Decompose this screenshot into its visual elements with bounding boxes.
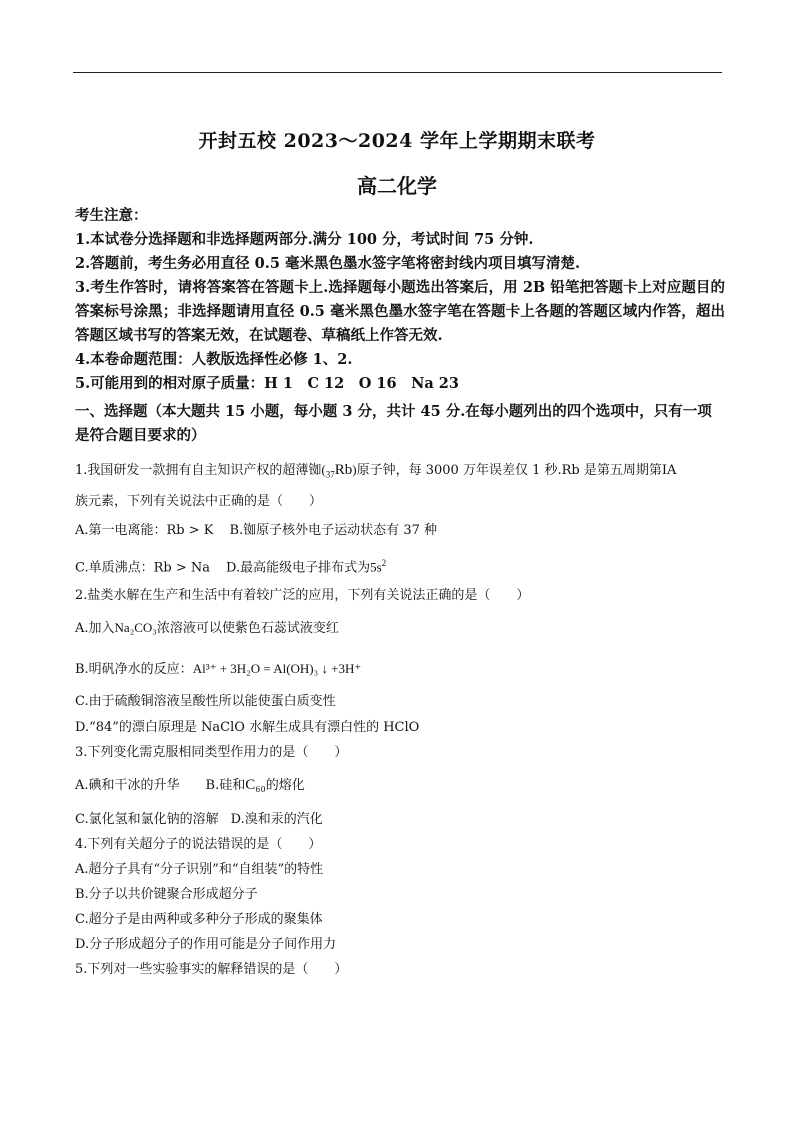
notice-item-3: 3.考生作答时，请将答案答在答题卡上.选择题每小题选出答案后，用 2B 铅笔把答题卡上对应题目的答案标号涂黑；非选择题请用直径 0.5 毫米黑色墨水签字笔在答题卡上各题的答题区域内作答，超出答题区域书写的答案无效，在试题卷、草稿纸上作答无效. bbox=[75, 279, 725, 344]
q1-stem-b: 原子钟，每 3000 万年误差仅 1 秒.Rb 是第五周期第ⅠA bbox=[356, 463, 677, 478]
q2-option-b bbox=[75, 659, 725, 680]
q1-nuclide-z: 37 bbox=[325, 469, 335, 480]
q2-option-a-suffix: 浓溶液可以使紫色石蕊试液变红 bbox=[156, 621, 339, 636]
q1-option-d-config: 5s bbox=[370, 559, 382, 575]
q1-option-b: B.铷原子核外电子运动状态有 37 种 bbox=[229, 523, 437, 538]
notice-item-4: 4.本卷命题范围：人教版选择性必修 1、2. bbox=[75, 351, 353, 368]
q1-options-ab bbox=[75, 521, 725, 541]
q3-stem: 3.下列变化需克服相同类型作用力的是（ ） bbox=[75, 745, 348, 760]
q4-option-a: A.超分子具有“分子识别”和“自组装”的特性 bbox=[75, 862, 324, 877]
q2-stem: 2.盐类水解在生产和生活中有着较广泛的应用，下列有关说法正确的是（ ） bbox=[75, 588, 530, 603]
q1-nuclide: $(_{37}Rb)$ bbox=[321, 462, 357, 480]
q2-option-b-equation: Al³⁺ + 3H₂O = Al(OH)₃ ↓ +3H⁺ bbox=[192, 661, 362, 676]
exam-title: 开封五校 2023～2024 学年上学期期末联考 bbox=[198, 130, 596, 152]
q2-option-a-prefix: A.加入 bbox=[75, 621, 115, 636]
q2-option-a bbox=[75, 618, 725, 639]
notice-block bbox=[75, 204, 725, 396]
q2-option-b-prefix: B.明矾净水的反应： bbox=[75, 662, 193, 677]
q4-option-c: C.超分子是由两种或多种分子形成的聚集体 bbox=[75, 912, 323, 927]
notice-item-5: 5.可能用到的相对原子质量：H 1 C 12 O 16 Na 23 bbox=[75, 375, 459, 392]
exam-subject: 高二化学 bbox=[357, 174, 437, 198]
q1-option-d-prefix: D.最高能级电子排布式为 bbox=[226, 560, 371, 576]
q1-nuclide-symbol: Rb bbox=[334, 462, 353, 478]
q3-option-b-suffix: 的熔化 bbox=[265, 778, 305, 793]
q5-stem: 5.下列对一些实验事实的解释错误的是（ ） bbox=[75, 962, 348, 977]
q1-option-c: C.单质沸点：Rb > Na bbox=[75, 560, 211, 576]
q2-option-d: D.“84”的漂白原理是 NaClO 水解生成具有漂白性的 HClO bbox=[75, 720, 420, 735]
q4-option-d: D.分子形成超分子的作用可能是分子间作用力 bbox=[75, 937, 337, 952]
q1-stem-c: 族元素，下列有关说法中正确的是（ ） bbox=[75, 494, 323, 509]
section-heading: 一、选择题（本大题共 15 小题，每小题 3 分，共计 45 分.在每小题列出的四个选项中，只有一项是符合题目要求的） bbox=[75, 403, 712, 444]
q3-option-a: A.碘和干冰的升华 bbox=[75, 778, 180, 793]
q4-stem: 4.下列有关超分子的说法错误的是（ ） bbox=[75, 837, 322, 852]
q1-stem-a: 1.我国研发一款拥有自主知识产权的超薄铷 bbox=[75, 463, 322, 478]
notice-heading: 考生注意： bbox=[75, 207, 148, 224]
q3-options-cd bbox=[75, 810, 725, 830]
q1-stem-line1 bbox=[75, 460, 725, 485]
q1-option-a: A.第一电离能：Rb > K bbox=[75, 523, 214, 538]
q4-option-b: B.分子以共价键聚合形成超分子 bbox=[75, 887, 258, 902]
notice-item-1: 1.本试卷分选择题和非选择题两部分.满分 100 分，考试时间 75 分钟. bbox=[75, 231, 534, 248]
q3-option-b-formula: C₆₀ bbox=[245, 777, 266, 793]
q2-option-a-formula: Na₂CO₃ bbox=[114, 620, 157, 635]
q3-option-b-prefix: B.硅和 bbox=[205, 778, 246, 793]
header-rule bbox=[73, 72, 722, 73]
q3-option-d: D.溴和汞的汽化 bbox=[230, 812, 323, 827]
q3-option-c: C.氯化氢和氯化钠的溶解 bbox=[75, 812, 219, 827]
q1-options-cd bbox=[75, 553, 725, 578]
q2-option-c: C.由于硫酸铜溶液呈酸性所以能使蛋白质变性 bbox=[75, 694, 336, 709]
q3-options-ab bbox=[75, 775, 725, 796]
notice-item-2: 2.答题前，考生务必用直径 0.5 毫米黑色墨水签字笔将密封线内项目填写清楚. bbox=[75, 255, 581, 272]
q1-option-d-sup: 2 bbox=[381, 558, 387, 568]
